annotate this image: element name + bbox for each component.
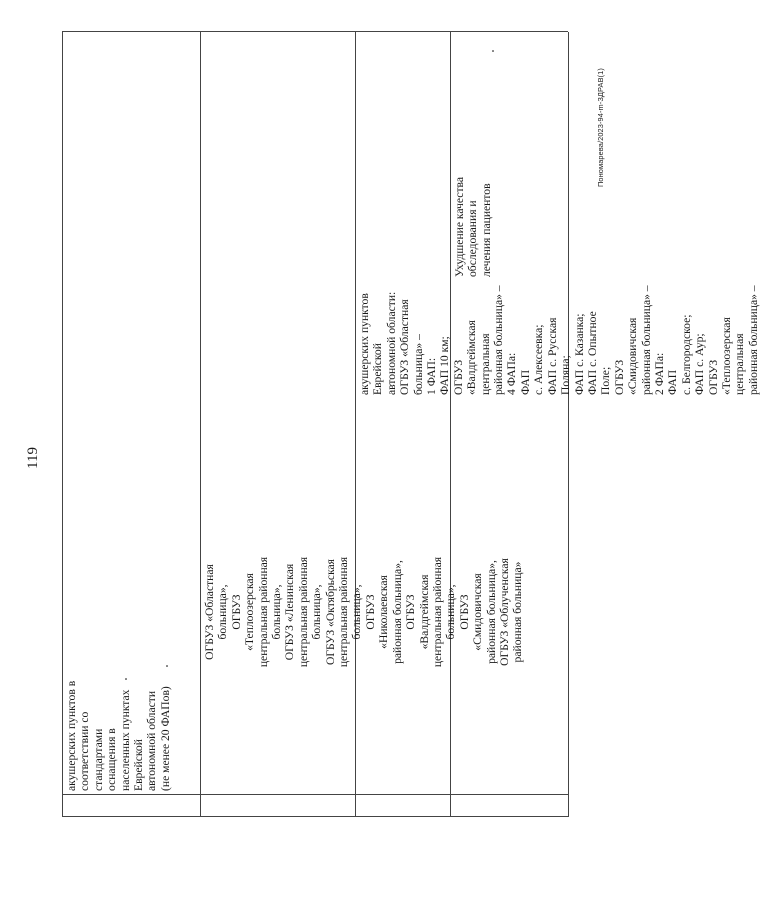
scan-speck xyxy=(125,678,127,680)
cell-fap-list: акушерских пунктов Еврейской автономной области: ОГБУЗ «Областная больница» – 1 ФАП: ФАП 10 км; ОГБУЗ «Валдгеймская центральная районная больница» – 4 ФАПа: ФАП с. Алексеевка; ФАП с. Русская Поляна; ФАП с. Казанка; ФАП с. Опытное Поле; ОГБУЗ «Смидовичская районная больница» – 2 ФАПа: ФАП с. Белгородское; ФАП с. Аур; ОГБУЗ «Теплоозерская центральная районная больница» – xyxy=(358,285,760,395)
cell-risk: Ухудшение качества обследования и лечения пациентов xyxy=(453,177,493,277)
scan-speck xyxy=(166,665,168,667)
document-footer: Пономарева/2023-94-m-ЗДРАВ(1) xyxy=(596,68,605,187)
table-border-left xyxy=(62,816,568,817)
page-number: 119 xyxy=(25,447,41,469)
table-border-top xyxy=(62,32,63,817)
table-border-bottom xyxy=(568,32,569,817)
row-divider xyxy=(200,32,201,817)
column-divider xyxy=(62,794,568,795)
cell-organizations: ОГБУЗ «Областная больница», ОГБУЗ «Теплоозерская центральная районная больница», ОГБУЗ «Ленинская центральная районная больница», ОГБУЗ «Октябрьская центральная районная больница», ОГБУЗ «Николаевская районная больница», ОГБУЗ «Валдгеймская центральная районная больница», ОГБУЗ «Смидовичская районная больница», ОГБУЗ «Облученская районная больница» xyxy=(203,556,525,668)
cell-standards: акушерских пунктов в соответствии со стандартами оснащения в населенных пунктах Еврейской автономной области (не менее 20 ФАПов) xyxy=(65,680,172,791)
table-border-right xyxy=(62,31,568,32)
row-divider xyxy=(450,32,451,817)
row-divider xyxy=(355,32,356,817)
scan-speck xyxy=(492,50,494,52)
